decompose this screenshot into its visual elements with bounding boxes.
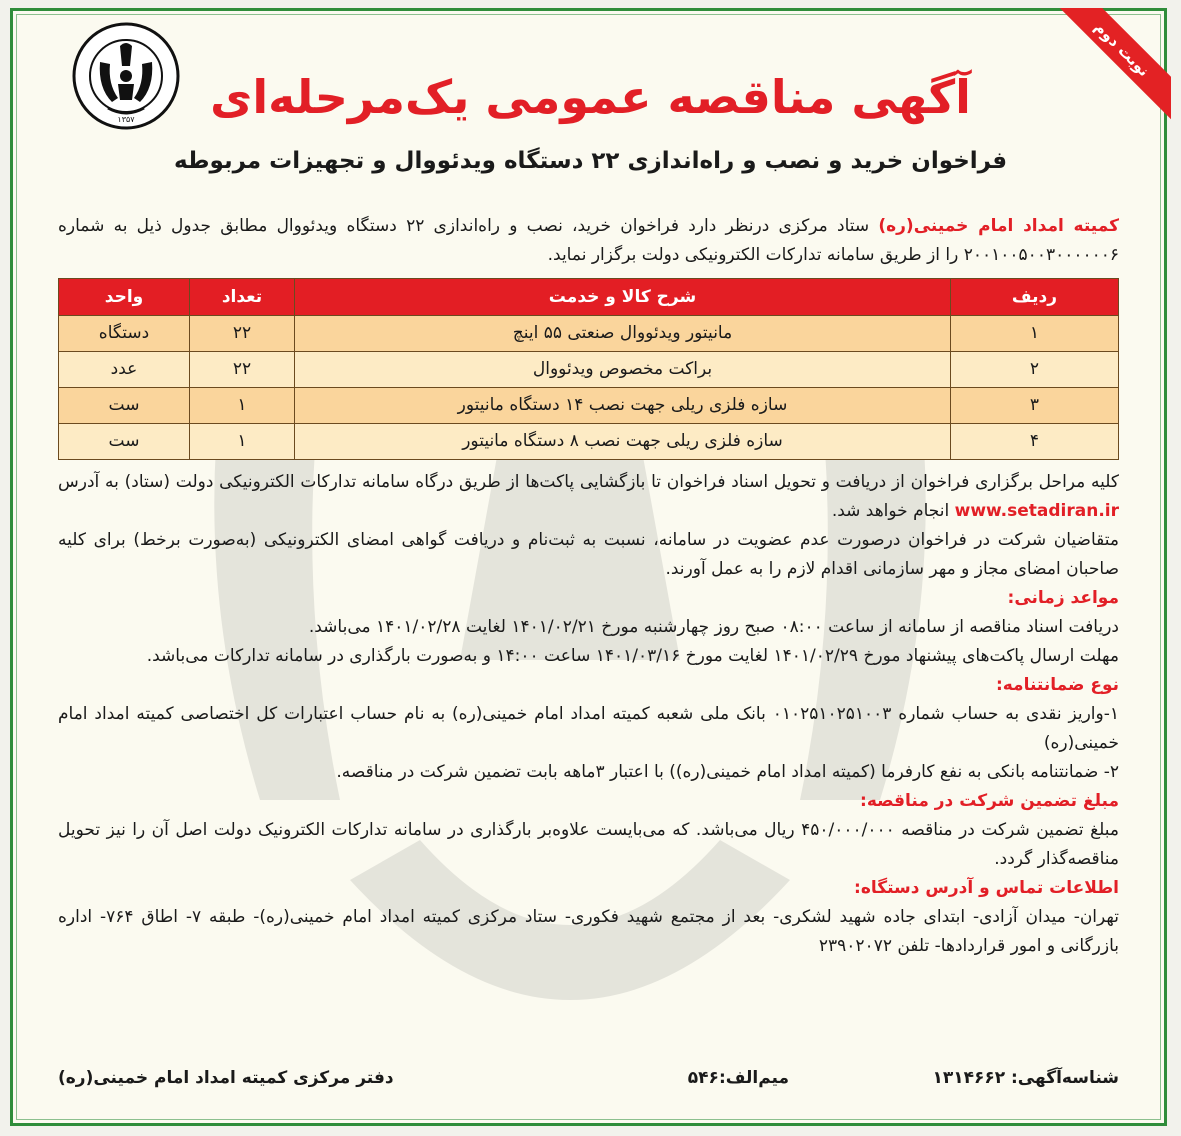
contact-address: تهران- میدان آزادی- ابتدای جاده شهید لشکری- بعد از مجتمع شهید فکوری- ستاد مرکزی کمیته امداد امام خمینی(ره)- طبقه ۷- اطاق ۷۶۴- اداره بازرگانی و امور قراردادها- تلفن ۲۳۹۰۲۰۷۲ (58, 907, 1119, 956)
mim-alef-code: میم‌الف:۵۴۶ (687, 1068, 789, 1088)
row-quantity: ۱ (190, 388, 295, 424)
table-row (59, 316, 1119, 352)
row-number: ۴ (951, 424, 1119, 460)
row-unit: ست (59, 388, 190, 424)
header-quantity: تعداد (190, 279, 295, 316)
header-description: شرح کالا و خدمت (295, 279, 951, 316)
items-table-header (59, 279, 1119, 316)
page-title: آگهی مناقصه عمومی یک‌مرحله‌ای (210, 70, 971, 124)
contact-heading: اطلاعات تماس و آدرس دستگاه: (854, 878, 1119, 898)
setad-paragraph (58, 468, 1119, 526)
row-description: سازه فلزی ریلی جهت نصب ۸ دستگاه مانیتور (295, 424, 951, 460)
guarantee-type-line-bank: ۲- ضمانتنامه بانکی به نفع کارفرما (کمیته امداد امام خمینی(ره)) با اعتبار ۳ماهه بابت تضمین شرکت در مناقصه. (336, 762, 1119, 782)
row-number: ۱ (951, 316, 1119, 352)
guarantee-amount-line: مبلغ تضمین شرکت در مناقصه ۴۵۰/۰۰۰/۰۰۰ ریال می‌باشد. که می‌بایست علاوه‌بر بارگذاری در سامانه تدارکات الکترونیک دولت اصل آن را نیز تحویل مناقصه‌گذار گردد. (58, 820, 1119, 869)
row-quantity: ۲۲ (190, 316, 295, 352)
second-publication-ribbon: نوبت دوم (1051, 8, 1171, 120)
row-description: سازه فلزی ریلی جهت نصب ۱۴ دستگاه مانیتور (295, 388, 951, 424)
items-table (58, 278, 1119, 460)
table-row (59, 352, 1119, 388)
dates-heading: مواعد زمانی: (1007, 588, 1119, 608)
logo-year: ۱۳۵۷ (117, 115, 135, 124)
row-quantity: ۱ (190, 424, 295, 460)
setad-link[interactable]: www.setadiran.ir (954, 501, 1119, 521)
ribbon-corner (1051, 8, 1171, 128)
row-description: براکت مخصوص ویدئووال (295, 352, 951, 388)
table-row (59, 388, 1119, 424)
row-unit: عدد (59, 352, 190, 388)
dates-line-receive: دریافت اسناد مناقصه از سامانه از ساعت ۰۸:۰۰ صبح روز چهارشنبه مورخ ۱۴۰۱/۰۲/۲۱ لغایت ۱۴۰۱/۰۲/۲۸ می‌باشد. (308, 617, 1119, 637)
guarantee-amount-heading: مبلغ تضمین شرکت در مناقصه: (860, 791, 1119, 811)
intro-text: ستاد مرکزی درنظر دارد فراخوان خرید، نصب و راه‌اندازی ۲۲ دستگاه ویدئووال مطابق جدول ذیل به شماره ۲۰۰۱۰۰۵۰۰۳۰۰۰۰۰۰۶ را از طریق سامانه تدارکات الکترونیکی دولت برگزار نماید. (58, 216, 1119, 265)
applicants-paragraph: متقاضیان شرکت در فراخوان درصورت عدم عضویت در سامانه، نسبت به ثبت‌نام و دریافت گواهی امضای الکترونیکی (به‌صورت برخط) برای کلیه صاحبان امضای مجاز و مهر سازمانی اقدام لازم را به عمل آورند. (58, 530, 1119, 579)
guarantee-type-heading: نوع ضمانتنامه: (995, 675, 1119, 695)
row-number: ۳ (951, 388, 1119, 424)
guarantee-type-line-cash: ۱-واریز نقدی به حساب شماره ۰۱۰۲۵۱۰۲۵۱۰۰۳ بانک ملی شعبه کمیته امداد امام خمینی(ره) به نام حساب اعتبارات کل اختصاصی کمیته امداد امام خمینی(ره) (58, 704, 1119, 753)
row-number: ۲ (951, 352, 1119, 388)
dates-line-submit: مهلت ارسال پاکت‌های پیشنهاد مورخ ۱۴۰۱/۰۲/۲۹ لغایت مورخ ۱۴۰۱/۰۳/۱۶ ساعت ۱۴:۰۰ و به‌صورت بارگذاری در سامانه تدارکات می‌باشد. (146, 646, 1119, 666)
row-unit: ست (59, 424, 190, 460)
setad-text: کلیه مراحل برگزاری فراخوان از دریافت و تحویل اسناد فراخوان تا بازگشایی پاکت‌ها از طریق درگاه سامانه تدارکات الکترونیکی دولت (ستاد) به آدرس (58, 472, 1119, 492)
ad-footer (58, 1068, 1119, 1100)
header-row-number: ردیف (951, 279, 1119, 316)
row-unit: دستگاه (59, 316, 190, 352)
header-unit: واحد (59, 279, 190, 316)
ad-id: شناسه‌آگهی: ۱۳۱۴۶۶۲ (932, 1068, 1119, 1088)
office-name: دفتر مرکزی کمیته امداد امام خمینی(ره) (58, 1068, 394, 1088)
ad-body (58, 212, 1119, 961)
table-row (59, 424, 1119, 460)
imam-khomeini-relief-logo-icon (72, 22, 180, 130)
row-description: مانیتور ویدئووال صنعتی ۵۵ اینچ (295, 316, 951, 352)
intro-paragraph (58, 212, 1119, 270)
intro-org: کمیته امداد امام خمینی(ره) (878, 216, 1119, 236)
row-quantity: ۲۲ (190, 352, 295, 388)
page-subtitle: فراخوان خرید و نصب و راه‌اندازی ۲۲ دستگاه ویدئووال و تجهیزات مربوطه (173, 148, 1008, 174)
setad-tail: انجام خواهد شد. (831, 501, 955, 521)
